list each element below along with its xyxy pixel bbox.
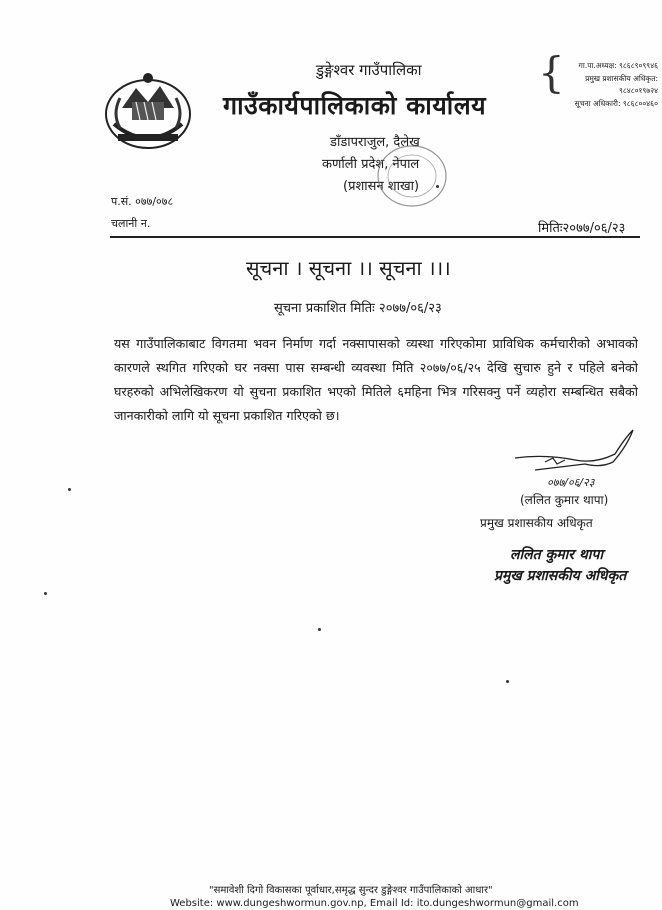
reference-number: प.सं. ०७७/०७८ (111, 195, 174, 208)
header-divider (110, 236, 640, 238)
letter-date: मितिः२०७७/०६/२३ (538, 221, 626, 236)
notice-heading: सूचना । सूचना ।। सूचना ।।। (246, 256, 451, 280)
nepal-emblem-icon (100, 68, 196, 152)
published-date: सूचना प्रकाशित मितिः २०७७/०६/२३ (274, 301, 442, 316)
footer-website: Website: www.dungeshwormun.gov.np, Email Id: ito.dungeshwormun@gmail.com (170, 898, 579, 909)
scan-speck (318, 628, 321, 631)
office-title: गाउँकार्यपालिकाको कार्यालय (223, 91, 487, 120)
scan-speck (436, 185, 439, 188)
stamp-name: ललित कुमार थापा (510, 547, 603, 563)
signature-icon (505, 418, 645, 488)
scan-speck (44, 592, 47, 595)
scan-speck (68, 488, 71, 491)
signer-title: प्रमुख प्रशासकीय अधिकृत (480, 516, 593, 530)
signer-name: (ललित कुमार थापा) (520, 493, 609, 507)
address-line-2: कर्णाली प्रदेश, नेपाल (322, 157, 420, 172)
address-line-1: डाँडापराजुल, दैलेख (330, 135, 420, 150)
footer-slogan: "समावेशी दिगो विकासका पूर्वाधार,समृद्ध सुन्दर डुङ्गेश्वर गाउँपालिकाको आधार" (209, 885, 493, 896)
contact-brace: { (538, 48, 565, 97)
stamp-title: प्रमुख प्रशासकीय अधिकृत (494, 568, 627, 584)
scan-speck (506, 680, 509, 683)
contact-line: ९८४८०१९७२४ (619, 86, 658, 95)
dispatch-number: चलानी न. (111, 217, 151, 230)
contact-line: सूचना अधिकारी: ९८६८००४६० (574, 98, 658, 108)
address-line-3: (प्रशासन शाखा) (343, 179, 420, 194)
contact-line: प्रमुख प्रशासकीय अधिकृत: (585, 73, 658, 83)
office-stamp-icon (370, 140, 455, 210)
notice-body: यस गाउँपालिकाबाट विगतमा भवन निर्माण गर्दा नक्सापासको व्यस्था गरिएकोमा प्राविधिक कर्मचारीको अभावको कारणले स्थगित गरिएको घर नक्सा पास सम्बन्धी व्यवस्था मिति २०७७/०६/२५ देखि सुचारु हुने र पहिले बनेको घरहरुको अभिलेखिकरण यो सुचना प्रकाशित भएको मितिले ६महिना भित्र गरिसक्नु पर्ने व्यहोरा सम्बन्धित सबैको जानकारीको लागि यो सूचना प्रकाशित गरिएको छ। (114, 336, 638, 423)
contact-block (564, 60, 658, 110)
contact-line: गा.पा.अध्यक्ष: ९८६८९०९९४६ (578, 61, 658, 70)
signature-date: ०७७/०६/२३ (547, 476, 595, 488)
municipality-name: डुङ्गेश्वर गाउँपालिका (316, 61, 422, 79)
